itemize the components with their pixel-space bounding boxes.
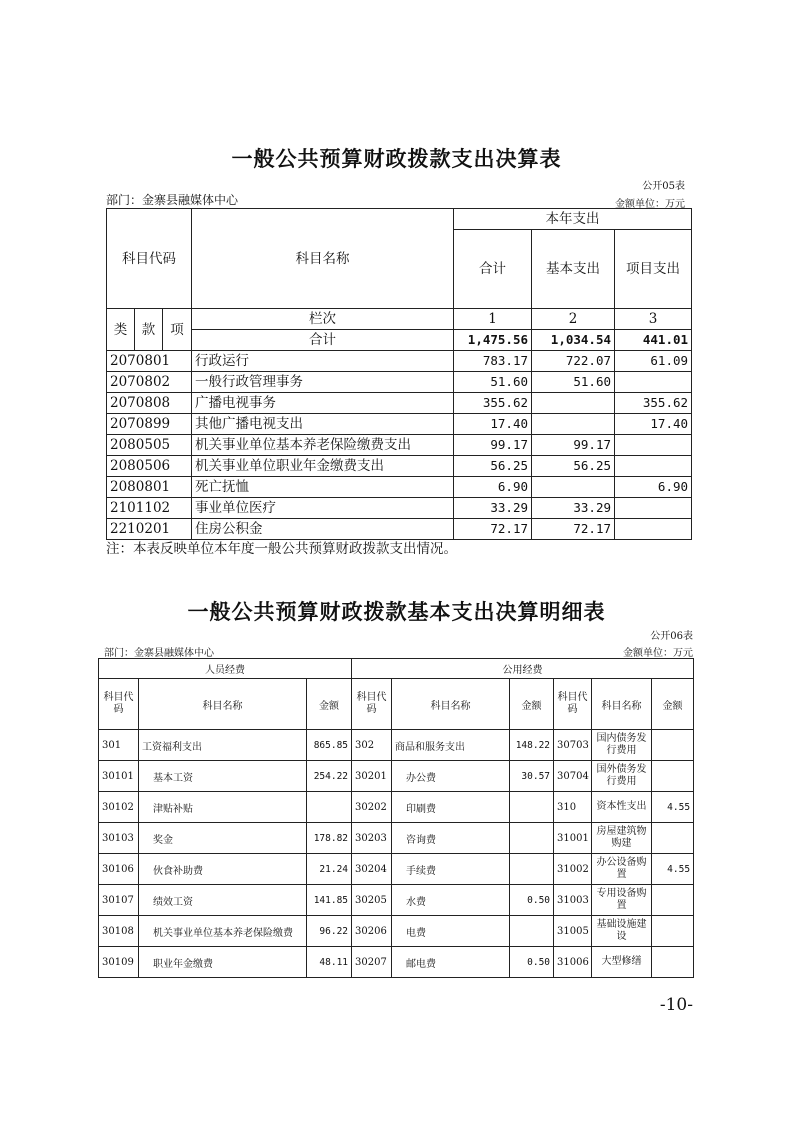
row-name: 行政运行 — [192, 351, 454, 372]
amount-cell — [307, 792, 352, 823]
table-row — [107, 351, 692, 372]
amount-cell — [510, 854, 554, 885]
col-index-3: 3 — [615, 309, 692, 330]
name-cell: 房屋建筑物购建 — [592, 823, 652, 854]
name-cell: 邮电费 — [392, 947, 510, 978]
table1-dept: 部门：金寨县融媒体中心 — [106, 193, 239, 207]
header-project: 项目支出 — [615, 230, 692, 309]
amount-cell: 865.85 — [307, 730, 352, 761]
name-cell: 资本性支出 — [592, 792, 652, 823]
table-row — [99, 947, 694, 978]
row-name: 广播电视事务 — [192, 393, 454, 414]
row-total: 783.17 — [454, 351, 532, 372]
table-row — [107, 498, 692, 519]
header-code: 科目代码 — [352, 679, 392, 730]
row-name: 死亡抚恤 — [192, 477, 454, 498]
row-project — [615, 435, 692, 456]
row-code: 2080506 — [107, 456, 192, 477]
table2-form-no: 公开06表 — [650, 631, 693, 642]
name-cell: 咨询费 — [392, 823, 510, 854]
row-name: 机关事业单位基本养老保险缴费支出 — [192, 435, 454, 456]
code-cell: 30102 — [99, 792, 139, 823]
amount-cell — [652, 885, 694, 916]
header-name: 科目名称 — [392, 679, 510, 730]
row-total: 99.17 — [454, 435, 532, 456]
name-cell: 手续费 — [392, 854, 510, 885]
name-cell: 电费 — [392, 916, 510, 947]
table2-unit: 金额单位：万元 — [623, 648, 693, 659]
amount-cell — [652, 947, 694, 978]
budget-expenditure-table — [106, 208, 692, 540]
table2-title: 一般公共预算财政拨款基本支出决算明细表 — [187, 599, 606, 624]
row-code: 2101102 — [107, 498, 192, 519]
header-amount: 金额 — [307, 679, 352, 730]
header-lei: 类 — [107, 309, 135, 351]
row-basic: 72.17 — [532, 519, 615, 540]
table-row — [107, 435, 692, 456]
row-code: 2070808 — [107, 393, 192, 414]
header-personnel: 人员经费 — [99, 659, 352, 679]
row-basic — [532, 414, 615, 435]
row-total: 33.29 — [454, 498, 532, 519]
header-code: 科目代码 — [99, 679, 139, 730]
amount-cell — [510, 823, 554, 854]
code-cell: 30703 — [554, 730, 592, 761]
basic-expenditure-detail-table — [98, 658, 694, 978]
code-cell: 30106 — [99, 854, 139, 885]
table1-form-no: 公开05表 — [642, 181, 685, 192]
table1-title: 一般公共预算财政拨款支出决算表 — [231, 146, 562, 171]
row-code: 2070801 — [107, 351, 192, 372]
code-cell: 30704 — [554, 761, 592, 792]
name-cell: 办公设备购置 — [592, 854, 652, 885]
table1-note: 注：本表反映单位本年度一般公共预算财政拨款支出情况。 — [106, 541, 457, 557]
col-index-1: 1 — [454, 309, 532, 330]
amount-cell — [510, 916, 554, 947]
row-name: 住房公积金 — [192, 519, 454, 540]
header-total: 合计 — [454, 230, 532, 309]
table-row — [107, 456, 692, 477]
header-amount: 金额 — [510, 679, 554, 730]
row-total: 355.62 — [454, 393, 532, 414]
row-name: 其他广播电视支出 — [192, 414, 454, 435]
code-cell: 31002 — [554, 854, 592, 885]
name-cell: 基础设施建设 — [592, 916, 652, 947]
table-row — [107, 414, 692, 435]
row-project — [615, 519, 692, 540]
amount-cell: 0.50 — [510, 947, 554, 978]
amount-cell — [652, 916, 694, 947]
amount-cell — [652, 730, 694, 761]
row-name: 机关事业单位职业年金缴费支出 — [192, 456, 454, 477]
name-cell: 大型修缮 — [592, 947, 652, 978]
amount-cell: 148.22 — [510, 730, 554, 761]
table-row — [99, 761, 694, 792]
name-cell: 商品和服务支出 — [392, 730, 510, 761]
row-total: 56.25 — [454, 456, 532, 477]
name-cell: 水费 — [392, 885, 510, 916]
code-cell: 302 — [352, 730, 392, 761]
row-total: 51.60 — [454, 372, 532, 393]
row-basic: 722.07 — [532, 351, 615, 372]
code-cell: 31003 — [554, 885, 592, 916]
row-project: 17.40 — [615, 414, 692, 435]
code-cell: 30206 — [352, 916, 392, 947]
name-cell: 机关事业单位基本养老保险缴费 — [139, 916, 307, 947]
header-code: 科目代码 — [554, 679, 592, 730]
table-row — [107, 372, 692, 393]
code-cell: 31001 — [554, 823, 592, 854]
row-basic: 56.25 — [532, 456, 615, 477]
code-cell: 30202 — [352, 792, 392, 823]
amount-cell — [510, 792, 554, 823]
code-cell: 30107 — [99, 885, 139, 916]
row-total: 72.17 — [454, 519, 532, 540]
header-year-total: 本年支出 — [454, 209, 692, 230]
sum-label: 合计 — [192, 330, 454, 351]
row-total: 6.90 — [454, 477, 532, 498]
code-cell: 30108 — [99, 916, 139, 947]
code-cell: 301 — [99, 730, 139, 761]
code-cell: 31006 — [554, 947, 592, 978]
code-cell: 30203 — [352, 823, 392, 854]
row-code: 2070802 — [107, 372, 192, 393]
amount-cell: 48.11 — [307, 947, 352, 978]
name-cell: 津贴补贴 — [139, 792, 307, 823]
table-row — [107, 477, 692, 498]
table-row — [99, 792, 694, 823]
amount-cell: 21.24 — [307, 854, 352, 885]
col-index-2: 2 — [532, 309, 615, 330]
name-cell: 职业年金缴费 — [139, 947, 307, 978]
amount-cell: 30.57 — [510, 761, 554, 792]
row-project — [615, 372, 692, 393]
header-basic: 基本支出 — [532, 230, 615, 309]
row-code: 2070899 — [107, 414, 192, 435]
amount-cell — [652, 761, 694, 792]
row-basic — [532, 393, 615, 414]
row-code: 2080801 — [107, 477, 192, 498]
header-xiang: 项 — [163, 309, 192, 351]
code-cell: 30103 — [99, 823, 139, 854]
name-cell: 国内债务发行费用 — [592, 730, 652, 761]
amount-cell: 96.22 — [307, 916, 352, 947]
table-row — [99, 916, 694, 947]
row-basic: 33.29 — [532, 498, 615, 519]
name-cell: 国外债务发行费用 — [592, 761, 652, 792]
row-total: 17.40 — [454, 414, 532, 435]
sum-basic: 1,034.54 — [532, 330, 615, 351]
name-cell: 工资福利支出 — [139, 730, 307, 761]
amount-cell — [652, 823, 694, 854]
amount-cell: 141.85 — [307, 885, 352, 916]
name-cell: 专用设备购置 — [592, 885, 652, 916]
name-cell: 绩效工资 — [139, 885, 307, 916]
header-amount: 金额 — [652, 679, 694, 730]
table-row — [99, 730, 694, 761]
row-name: 事业单位医疗 — [192, 498, 454, 519]
row-basic: 51.60 — [532, 372, 615, 393]
row-code: 2080505 — [107, 435, 192, 456]
header-kuan: 款 — [135, 309, 163, 351]
name-cell: 办公费 — [392, 761, 510, 792]
table-row — [99, 885, 694, 916]
name-cell: 基本工资 — [139, 761, 307, 792]
name-cell: 伙食补助费 — [139, 854, 307, 885]
amount-cell: 178.82 — [307, 823, 352, 854]
amount-cell: 254.22 — [307, 761, 352, 792]
name-cell: 印刷费 — [392, 792, 510, 823]
row-project: 355.62 — [615, 393, 692, 414]
name-cell: 奖金 — [139, 823, 307, 854]
code-cell: 30205 — [352, 885, 392, 916]
amount-cell: 0.50 — [510, 885, 554, 916]
code-cell: 30204 — [352, 854, 392, 885]
amount-cell: 4.55 — [652, 792, 694, 823]
header-code: 科目代码 — [107, 209, 192, 309]
header-public: 公用经费 — [352, 659, 694, 679]
code-cell: 31005 — [554, 916, 592, 947]
header-name: 科目名称 — [139, 679, 307, 730]
sum-project: 441.01 — [615, 330, 692, 351]
row-basic: 99.17 — [532, 435, 615, 456]
code-cell: 30109 — [99, 947, 139, 978]
table-row — [99, 823, 694, 854]
page-number: -10- — [659, 995, 693, 1015]
code-cell: 30207 — [352, 947, 392, 978]
header-name: 科目名称 — [192, 209, 454, 309]
table-row — [107, 393, 692, 414]
sum-total: 1,475.56 — [454, 330, 532, 351]
row-name: 一般行政管理事务 — [192, 372, 454, 393]
row-project: 6.90 — [615, 477, 692, 498]
row-project — [615, 498, 692, 519]
header-name: 科目名称 — [592, 679, 652, 730]
row-project: 61.09 — [615, 351, 692, 372]
code-cell: 30101 — [99, 761, 139, 792]
row-basic — [532, 477, 615, 498]
table-row — [99, 854, 694, 885]
amount-cell: 4.55 — [652, 854, 694, 885]
table2-dept: 部门：金寨县融媒体中心 — [104, 648, 214, 659]
header-lanci: 栏次 — [192, 309, 454, 330]
row-code: 2210201 — [107, 519, 192, 540]
code-cell: 30201 — [352, 761, 392, 792]
code-cell: 310 — [554, 792, 592, 823]
table1-unit: 金额单位：万元 — [615, 199, 685, 210]
row-project — [615, 456, 692, 477]
